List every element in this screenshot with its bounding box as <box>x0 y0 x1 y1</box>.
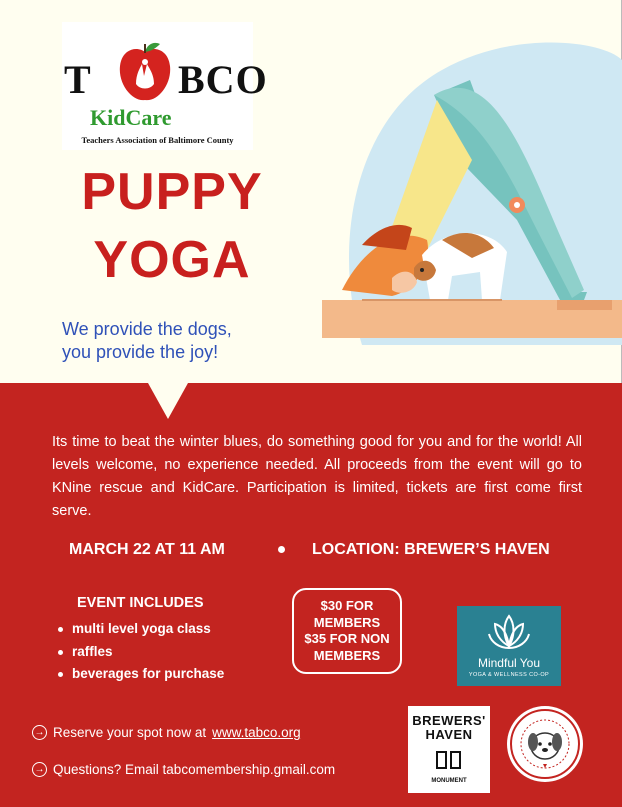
price-line-2: MEMBERS <box>313 614 381 630</box>
brewers-haven-logo <box>408 706 490 793</box>
event-location: LOCATION: BREWER’S HAVEN <box>312 541 550 558</box>
apple-hands-icon <box>114 42 176 104</box>
pricing-box <box>292 588 402 674</box>
brewers-line-1: BREWERS' <box>412 713 486 728</box>
dog-face-icon <box>507 706 583 782</box>
questions-text: Questions? Email tabcomembership.gmail.com <box>53 762 336 777</box>
includes-list <box>58 621 224 689</box>
lotus-icon <box>487 612 531 654</box>
includes-heading: EVENT INCLUDES <box>77 595 204 611</box>
speech-notch <box>148 383 188 419</box>
org-name: Teachers Association of Baltimore County <box>81 135 234 145</box>
tagline-line-2: you provide the joy! <box>62 342 219 362</box>
arrow-right-icon: → <box>32 725 47 740</box>
title-line-1: PUPPY <box>81 163 263 221</box>
logo-letter-t: T <box>64 57 92 102</box>
separator-dot <box>278 546 285 553</box>
brewers-line-2: HAVEN <box>425 727 473 742</box>
kidcare-text: KidCare <box>90 105 172 130</box>
yoga-illustration <box>322 0 622 345</box>
tabco-logo <box>62 22 268 150</box>
arrow-right-icon: → <box>32 762 47 777</box>
title-line-2: YOGA <box>93 231 251 289</box>
mindful-you-logo <box>457 606 561 686</box>
logo-letters-bco: BCO <box>178 57 268 102</box>
price-line-4: MEMBERS <box>313 647 381 663</box>
brewers-title <box>408 714 490 742</box>
knine-rescue-logo <box>507 706 583 782</box>
reserve-text: Reserve your spot now at <box>53 725 207 740</box>
mindful-name: Mindful You <box>477 656 541 670</box>
price-line-1: $30 FOR <box>320 598 374 613</box>
reserve-line <box>32 725 301 740</box>
reserve-link[interactable]: www.tabco.org <box>212 725 301 740</box>
tagline <box>62 318 282 364</box>
mindful-subtitle: YOGA & WELLNESS CO-OP <box>468 672 550 678</box>
brewers-monument: MONUMENT <box>431 778 467 784</box>
beer-mugs-icon <box>434 748 464 772</box>
list-item: raffles <box>58 644 224 667</box>
questions-line <box>32 762 335 777</box>
list-item: beverages for purchase <box>58 666 224 689</box>
price-line-3: $35 FOR NON <box>304 631 390 646</box>
tagline-line-1: We provide the dogs, <box>62 319 232 339</box>
event-date-time: MARCH 22 AT 11 AM <box>69 541 225 558</box>
list-item: multi level yoga class <box>58 621 224 644</box>
event-description: Its time to beat the winter blues, do something good for you and for the world! All levels welcome, no experience needed. All proceeds from the event will go to KNine rescue and KidCare. Participation is limited, tickets are first come first serve. <box>52 434 582 519</box>
